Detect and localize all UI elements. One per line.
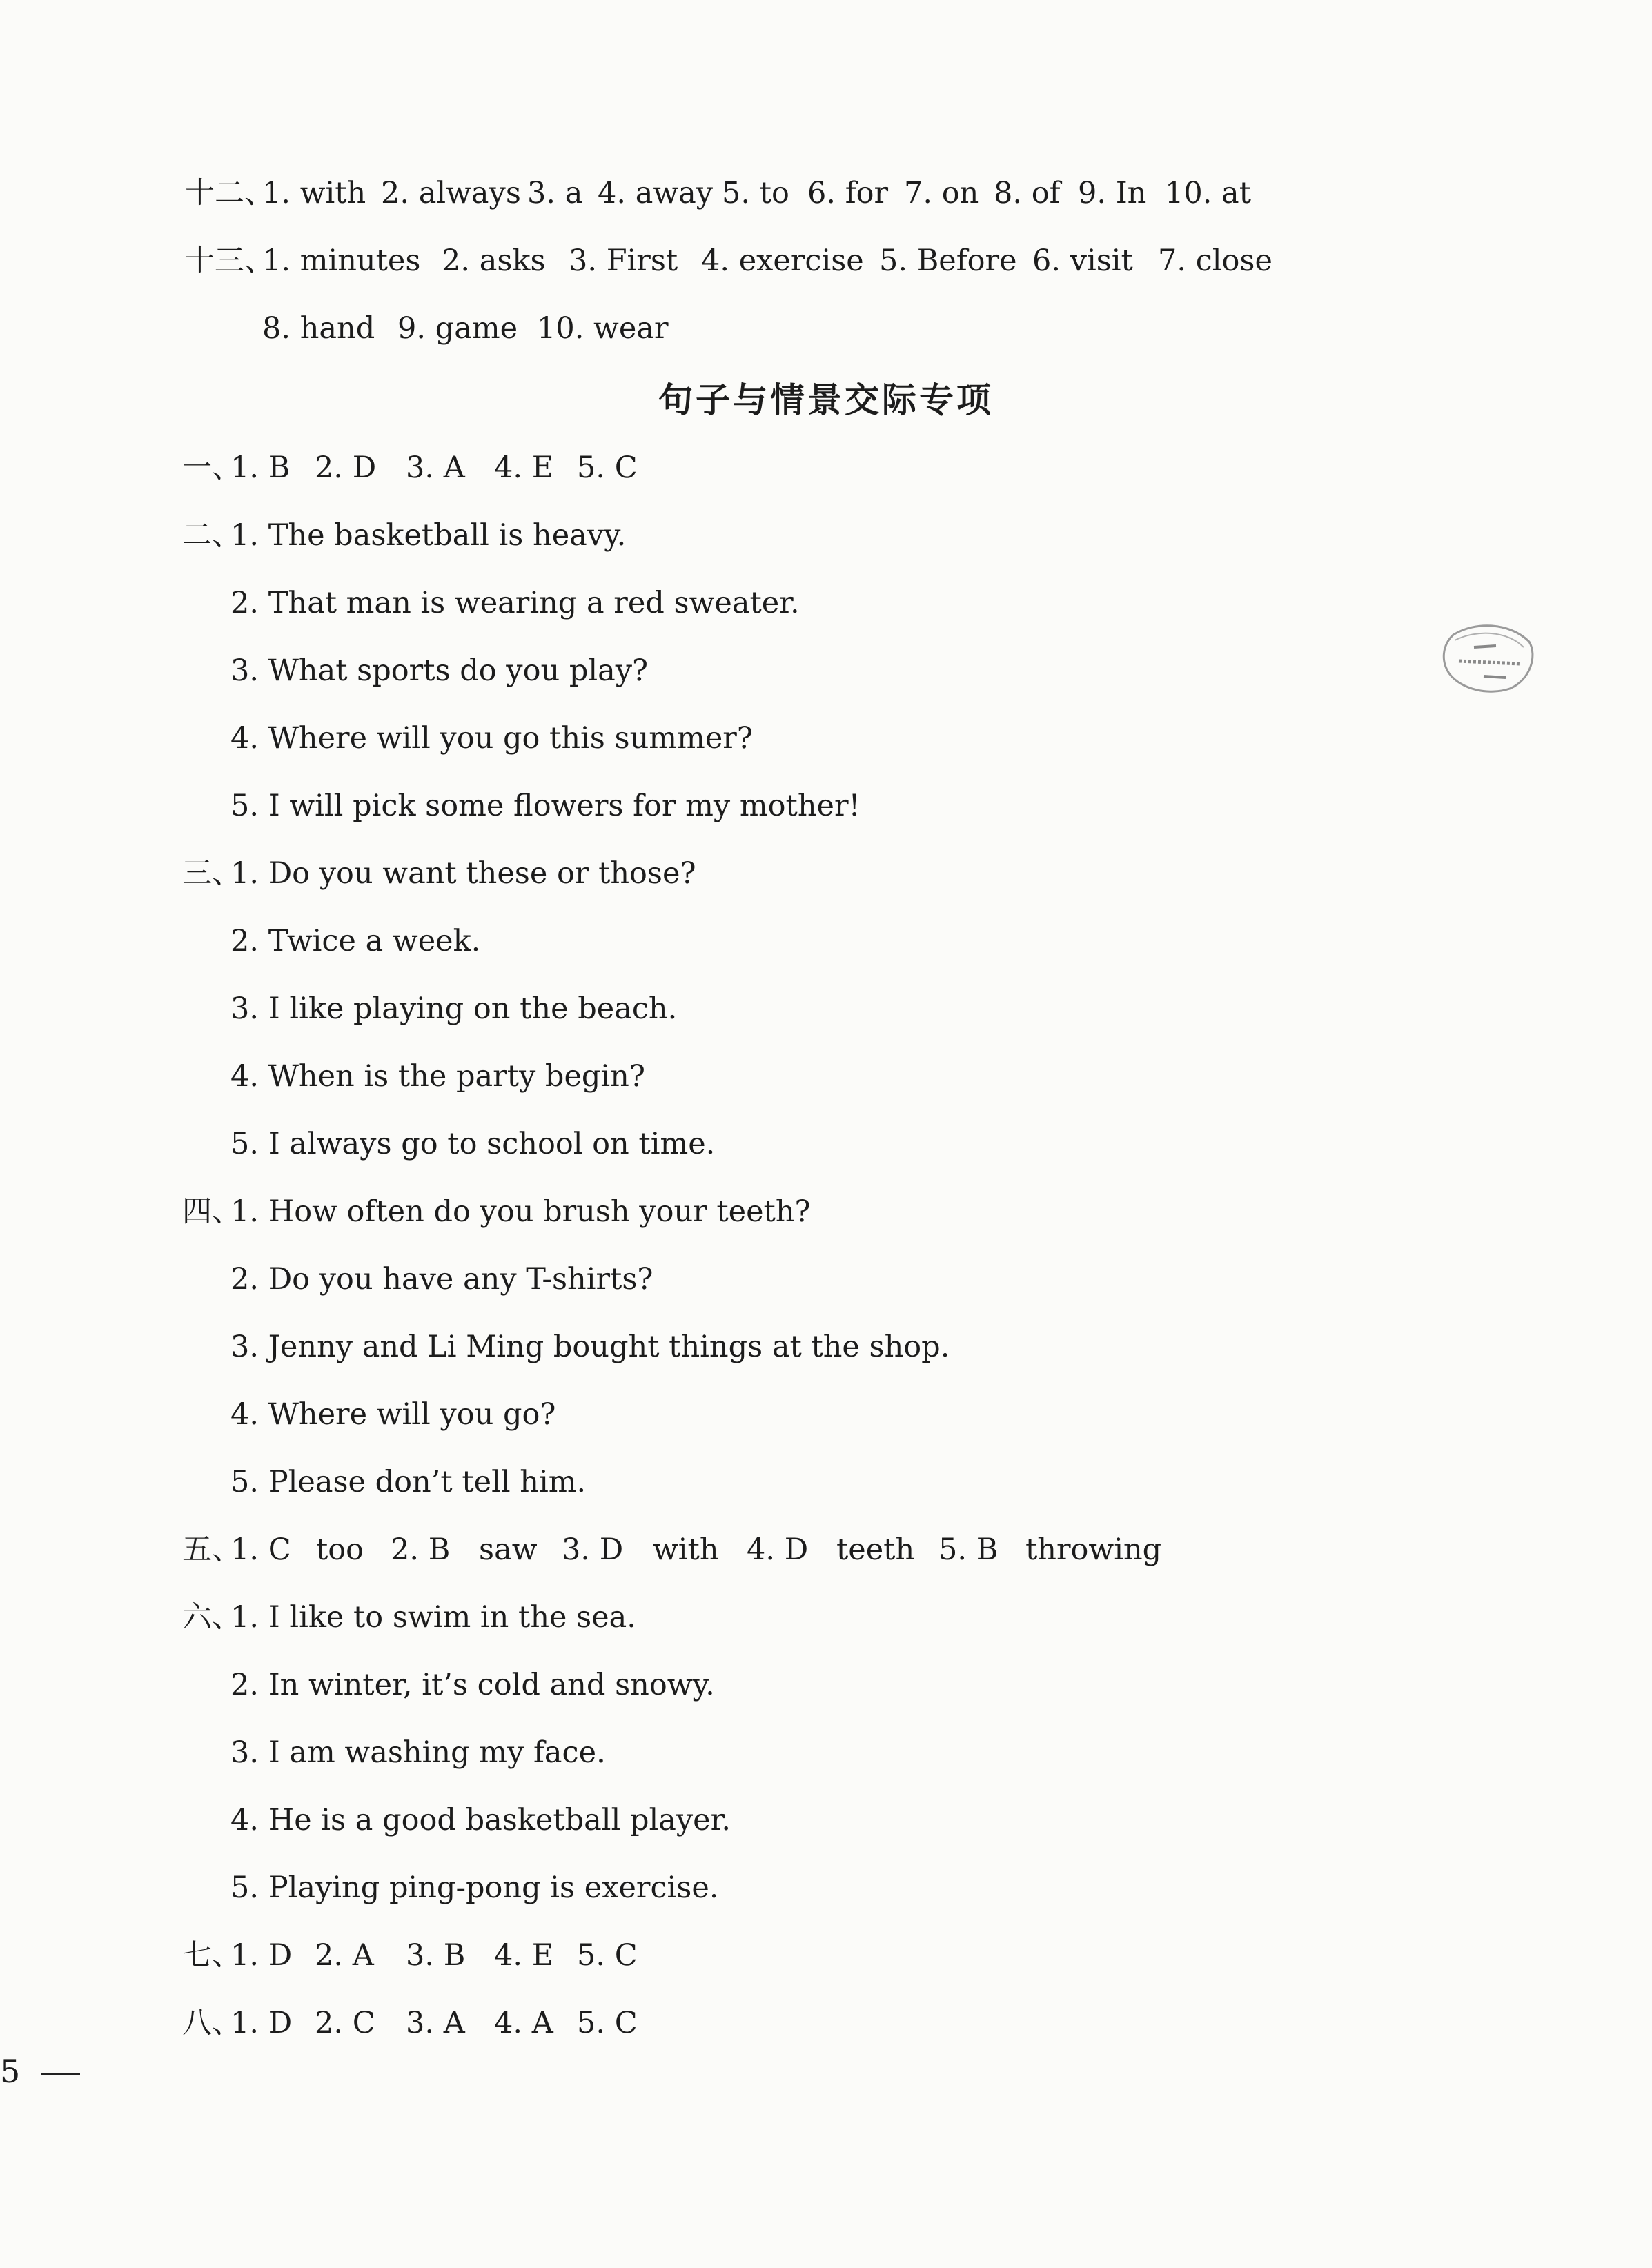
- answer-item: 5. C: [577, 451, 638, 485]
- answer-sentence: 4. Where will you go this summer?: [230, 721, 753, 756]
- section-label: 八、: [182, 2006, 242, 2040]
- answer-item: 8. hand: [262, 311, 375, 346]
- answer-item: 5. C: [577, 1938, 638, 1973]
- answer-item: 3. D: [562, 1532, 624, 1567]
- answer-sentence: 4. He is a good basketball player.: [230, 1803, 731, 1837]
- answer-item: 2. asks: [442, 244, 546, 278]
- answer-item: 3. A: [406, 451, 465, 485]
- answer-sentence: 2. Do you have any T-shirts?: [230, 1262, 653, 1296]
- section-label: 十二、: [185, 176, 274, 210]
- answer-item: 7. close: [1158, 244, 1272, 278]
- answer-sentence: 1. I like to swim in the sea.: [230, 1600, 636, 1635]
- section-label: 一、: [182, 451, 242, 485]
- answer-sentence: 1. The basketball is heavy.: [230, 518, 627, 553]
- section-label: 二、: [182, 518, 242, 553]
- answer-item: 5. Before: [879, 244, 1017, 278]
- answer-item: 2. D: [315, 451, 377, 485]
- answer-item: 1. C: [230, 1532, 291, 1567]
- answer-sentence: 5. I always go to school on time.: [230, 1127, 716, 1161]
- section-label: 五、: [182, 1532, 242, 1567]
- answer-item: 1. with: [262, 176, 366, 210]
- answer-sentence: 5. Please don’t tell him.: [230, 1465, 587, 1499]
- section-label: 六、: [182, 1600, 242, 1635]
- answer-item: 4. E: [494, 451, 554, 485]
- answer-item: 5. C: [577, 2006, 638, 2040]
- answer-word: throwing: [1025, 1532, 1162, 1567]
- answer-word: saw: [479, 1532, 538, 1567]
- answer-item: 1. D: [230, 1938, 293, 1973]
- answer-sentence: 1. How often do you brush your teeth?: [230, 1194, 811, 1229]
- answer-sentence: 4. Where will you go?: [230, 1397, 556, 1432]
- section-label: 七、: [182, 1938, 242, 1973]
- answer-sentence: 3. I like playing on the beach.: [230, 992, 678, 1026]
- answer-item: 2. always: [381, 176, 521, 210]
- answer-sentence: 2. Twice a week.: [230, 924, 481, 958]
- answer-item: 4. away: [598, 176, 714, 210]
- page-number-dash: [41, 2073, 80, 2075]
- answer-sentence: 3. Jenny and Li Ming bought things at the shop.: [230, 1330, 950, 1364]
- answer-sentence: 4. When is the party begin?: [230, 1059, 645, 1094]
- answer-item: 6. visit: [1032, 244, 1133, 278]
- answer-item: 2. A: [315, 1938, 374, 1973]
- answer-sentence: 5. Playing ping-pong is exercise.: [230, 1871, 719, 1905]
- answer-item: 3. B: [406, 1938, 466, 1973]
- answer-word: too: [316, 1532, 364, 1567]
- answer-item: 4. A: [494, 2006, 553, 2040]
- answer-sentence: 2. In winter, it’s cold and snowy.: [230, 1668, 715, 1702]
- answer-item: 4. E: [494, 1938, 554, 1973]
- answer-item: 9. In: [1078, 176, 1147, 210]
- answer-item: 2. B: [391, 1532, 451, 1567]
- watermark-stamp-icon: [1434, 607, 1537, 711]
- answer-item: 1. B: [230, 451, 291, 485]
- answer-item: 4. D: [747, 1532, 809, 1567]
- answer-item: 7. on: [904, 176, 979, 210]
- answer-sentence: 3. I am washing my face.: [230, 1735, 606, 1770]
- answer-item: 9. game: [397, 311, 518, 346]
- answer-sentence: 1. Do you want these or those?: [230, 856, 696, 891]
- answer-item: 3. A: [406, 2006, 465, 2040]
- section-heading: 句子与情景交际专项: [658, 380, 994, 420]
- answer-item: 6. for: [807, 176, 889, 210]
- answer-item: 8. of: [994, 176, 1061, 210]
- answer-item: 10. wear: [537, 311, 669, 346]
- answer-sentence: 2. That man is wearing a red sweater.: [230, 586, 800, 620]
- section-label: 四、: [182, 1194, 242, 1229]
- answer-item: 1. minutes: [262, 244, 421, 278]
- answer-item: 4. exercise: [701, 244, 864, 278]
- answer-item: 2. C: [315, 2006, 375, 2040]
- answer-word: teeth: [836, 1532, 915, 1567]
- answer-sentence: 3. What sports do you play?: [230, 653, 649, 688]
- answer-item: 3. First: [569, 244, 678, 278]
- page-number: 5: [0, 2053, 21, 2090]
- answer-item: 5. B: [938, 1532, 999, 1567]
- answer-word: with: [653, 1532, 719, 1567]
- section-label: 十三、: [185, 244, 274, 278]
- answer-sentence: 5. I will pick some flowers for my mother!: [230, 789, 861, 823]
- answer-item: 10. at: [1165, 176, 1251, 210]
- answer-item: 1. D: [230, 2006, 293, 2040]
- section-label: 三、: [182, 856, 242, 891]
- answer-item: 5. to: [722, 176, 789, 210]
- answer-item: 3. a: [527, 176, 583, 210]
